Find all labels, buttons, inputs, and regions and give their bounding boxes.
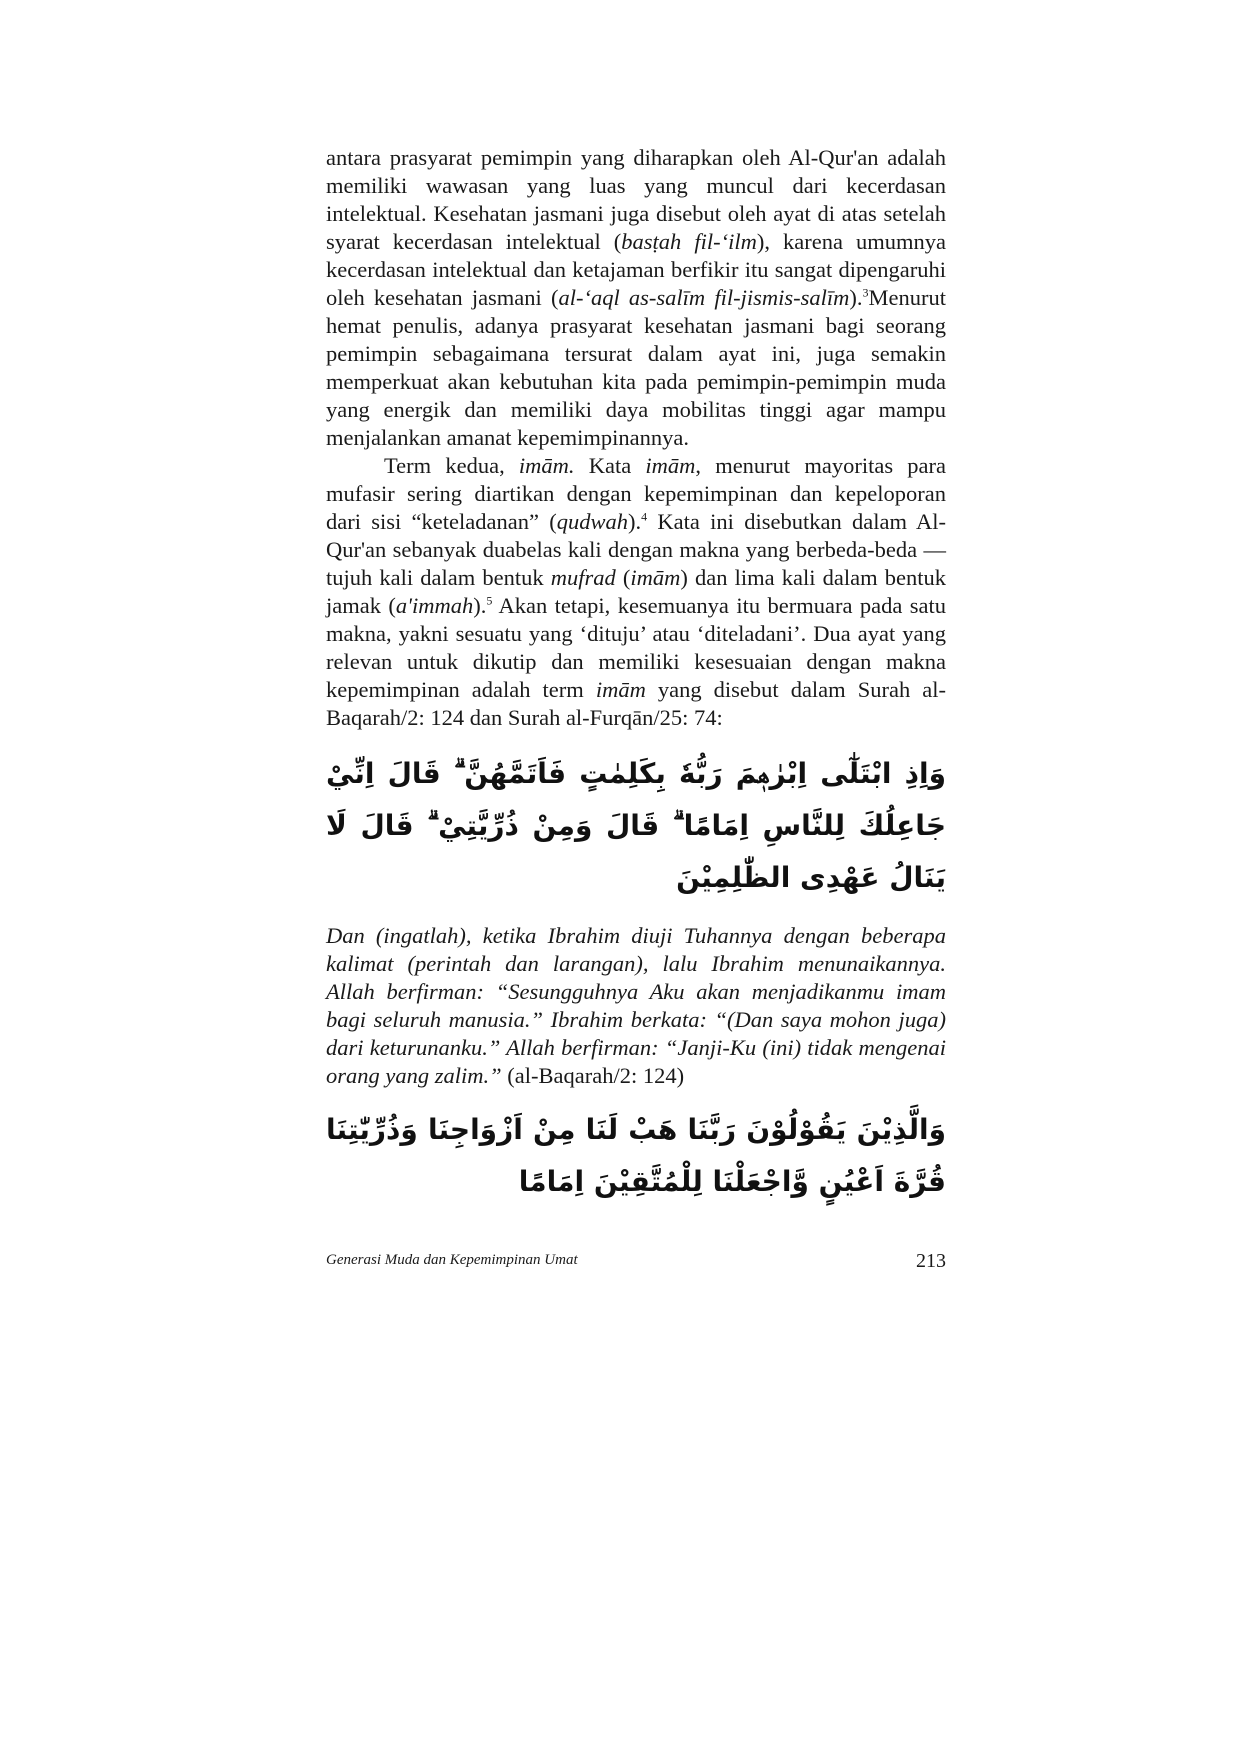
italic-term: imām <box>595 677 646 702</box>
italic-term: imām. <box>518 453 575 478</box>
italic-term: basṭah fil-‘ilm <box>621 229 757 254</box>
footnote-marker: 4 <box>641 509 648 524</box>
footnote-marker: 5 <box>486 593 493 608</box>
page-footer <box>326 1250 946 1280</box>
verse-translation <box>326 922 946 1090</box>
arabic-verse-furqan-74: وَالَّذِيْنَ يَقُوْلُوْنَ رَبَّنَا هَبْ لَنَا مِنْ اَزْوَاجِنَا وَذُرِّيّٰتِنَا قُرَّةَ اَعْيُنٍ وَّاجْعَلْنَا لِلْمُتَّقِيْنَ اِمَامًا <box>326 1113 946 1198</box>
italic-term: al-‘aql as-salīm fil-jismis-salīm <box>558 285 850 310</box>
arabic-verse-baqarah-124: وَاِذِ ابْتَلٰٓى اِبْرٰهٖمَ رَبُّهٗ بِكَلِمٰتٍ فَاَتَمَّهُنَّ ۗ قَالَ اِنِّيْ جَاعِلُكَ لِلنَّاسِ اِمَامًا ۗ قَالَ وَمِنْ ذُرِّيَّتِيْ ۗ قَالَ لَا يَنَالُ عَهْدِى الظّٰلِمِيْنَ <box>326 757 946 894</box>
verse-reference: (al-Baqarah/2: 124) <box>501 1063 685 1088</box>
paragraph-continued: antara prasyarat pemimpin yang diharapkan oleh Al-Qur'an adalah memiliki wawasan yang luas yang muncul dari kecerdasan intelektual. Kesehatan jasmani juga disebut oleh ayat di atas setelah syarat kecerdasan intelektual (basṭah fil-‘ilm), karena umumnya kecerdasan intelektual dan ketajaman berfikir itu sangat dipengaruhi oleh kesehatan jasmani (al-‘aql as-salīm fil-jismis-salīm).$^3$Menurut hemat penulis, adanya prasyarat kesehatan jasmani bagi seorang pemimpin sebagaimana tersurat dalam ayat ini, juga semakin memperkuat akan kebutuhan kita pada pemimpin-pemimpin muda yang energik dan memiliki daya mobilitas tinggi agar mampu menjalankan amanat kepemimpinannya. <box>326 145 947 450</box>
italic-term: imām <box>645 453 696 478</box>
italic-term: imām <box>630 565 681 590</box>
italic-term: qudwah <box>556 509 629 534</box>
footnote-marker: 3 <box>862 285 869 300</box>
body-text <box>326 144 946 1226</box>
italic-term: a'immah <box>395 593 474 618</box>
paragraph-term-imam: Term kedua, imām. Kata imām, menurut mayoritas para mufasir sering diartikan dengan kepemimpinan dan kepeloporan dari sisi “keteladanan” (qudwah).$^4$ Kata ini disebutkan dalam Al-Qur'an sebanyak duabelas kali dengan makna yang berbeda-beda —tujuh kali dalam bentuk mufrad (imām) dan lima kali dalam bentuk jamak (a'immah).$^5$ Akan tetapi, kesemuanya itu bermuara pada satu makna, yakni sesuatu yang ‘dituju’ atau ‘diteladani’. Dua ayat yang relevan untuk dikutip dan memiliki kesesuaian dengan makna kepemimpinan adalah term imām yang disebut dalam Surah al-Baqarah/2: 124 dan Surah al-Furqān/25: 74: <box>326 453 947 730</box>
running-footer-title: Generasi Muda dan Kepemimpinan Umat <box>326 1252 578 1268</box>
italic-term: mufrad <box>550 565 616 590</box>
translation-text: Dan (ingatlah), ketika Ibrahim diuji Tuhannya dengan beberapa kalimat (perintah dan larangan), lalu Ibrahim menunaikannya. Allah berfirman: “Sesungguhnya Aku akan menjadikanmu imam bagi seluruh manusia.” Ibrahim berkata: “(Dan saya mohon juga) dari keturunanku.” Allah berfirman: “Janji-Ku (ini) tidak mengenai orang yang zalim.” <box>326 923 946 1088</box>
page-number: 213 <box>916 1250 946 1272</box>
